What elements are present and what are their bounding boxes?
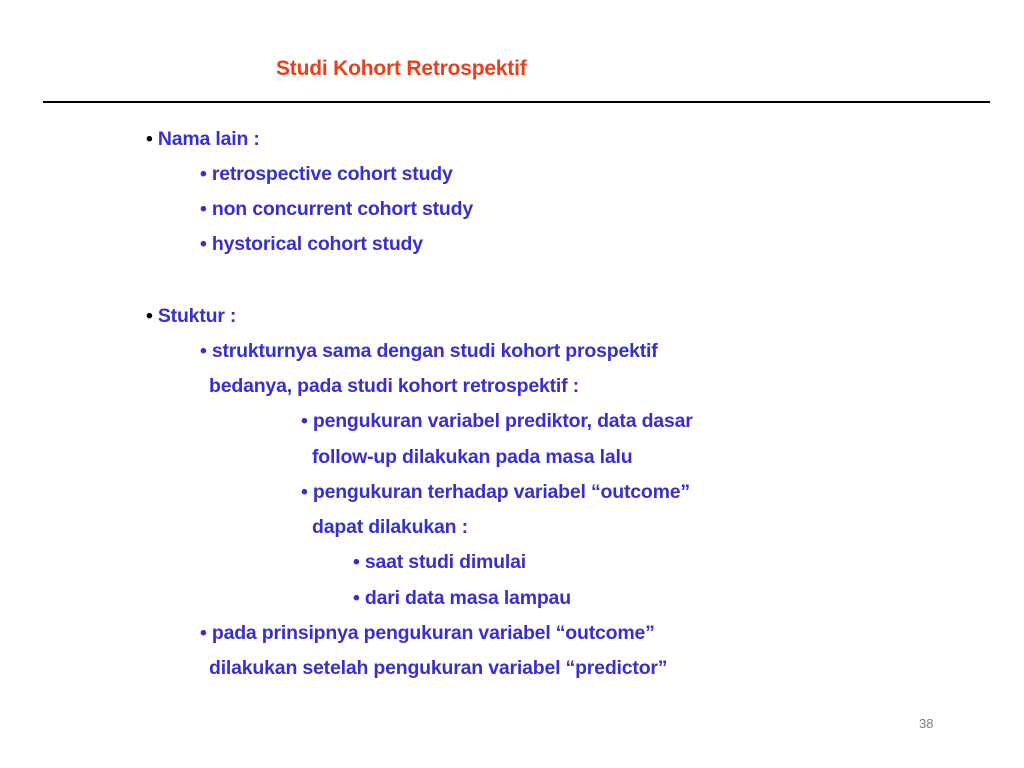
list-item: [200, 622, 655, 645]
list-item: [200, 233, 423, 256]
bullet-dot: •: [200, 340, 207, 362]
list-item-text: strukturnya sama dengan studi kohort prospektif: [211, 340, 658, 362]
list-item-continuation: dapat dilakukan :: [312, 516, 468, 538]
bullet-dot: •: [301, 410, 308, 432]
list-item-text: pengukuran terhadap variabel “outcome”: [312, 481, 690, 503]
list-item: [200, 340, 658, 363]
list-item-text: pada prinsipnya pengukuran variabel “outcome”: [211, 622, 655, 644]
list-item-continuation: follow-up dilakukan pada masa lalu: [312, 446, 633, 468]
slide-title: Studi Kohort Retrospektif: [276, 57, 527, 80]
bullet-struktur: [146, 305, 236, 328]
list-item: [353, 587, 571, 610]
list-item: [200, 198, 473, 221]
bullet-dot: •: [146, 305, 153, 327]
bullet-dot: •: [200, 622, 207, 644]
bullet-dot: •: [200, 198, 207, 220]
list-item-text: dari data masa lampau: [364, 587, 571, 609]
list-item-text: hystorical cohort study: [211, 233, 423, 255]
list-item-continuation: bedanya, pada studi kohort retrospektif :: [209, 375, 579, 397]
heading-struktur: Stuktur :: [157, 305, 237, 327]
bullet-dot: •: [200, 233, 207, 255]
list-item: [353, 551, 526, 574]
heading-nama-lain: Nama lain :: [157, 128, 260, 150]
bullet-dot: •: [353, 587, 360, 609]
page-number: 38: [919, 716, 934, 731]
list-item-text: saat studi dimulai: [364, 551, 526, 573]
bullet-dot: •: [200, 163, 207, 185]
list-item-continuation: dilakukan setelah pengukuran variabel “predictor”: [209, 657, 668, 679]
list-item-text: pengukuran variabel prediktor, data dasar: [312, 410, 693, 432]
list-item: [301, 410, 693, 433]
list-item-text: retrospective cohort study: [211, 163, 453, 185]
list-item: [301, 481, 690, 504]
bullet-dot: •: [146, 128, 153, 150]
bullet-dot: •: [353, 551, 360, 573]
list-item-text: non concurrent cohort study: [211, 198, 473, 220]
bullet-dot: •: [301, 481, 308, 503]
bullet-nama-lain: [146, 128, 260, 151]
title-divider: [43, 101, 990, 103]
list-item: [200, 163, 453, 186]
